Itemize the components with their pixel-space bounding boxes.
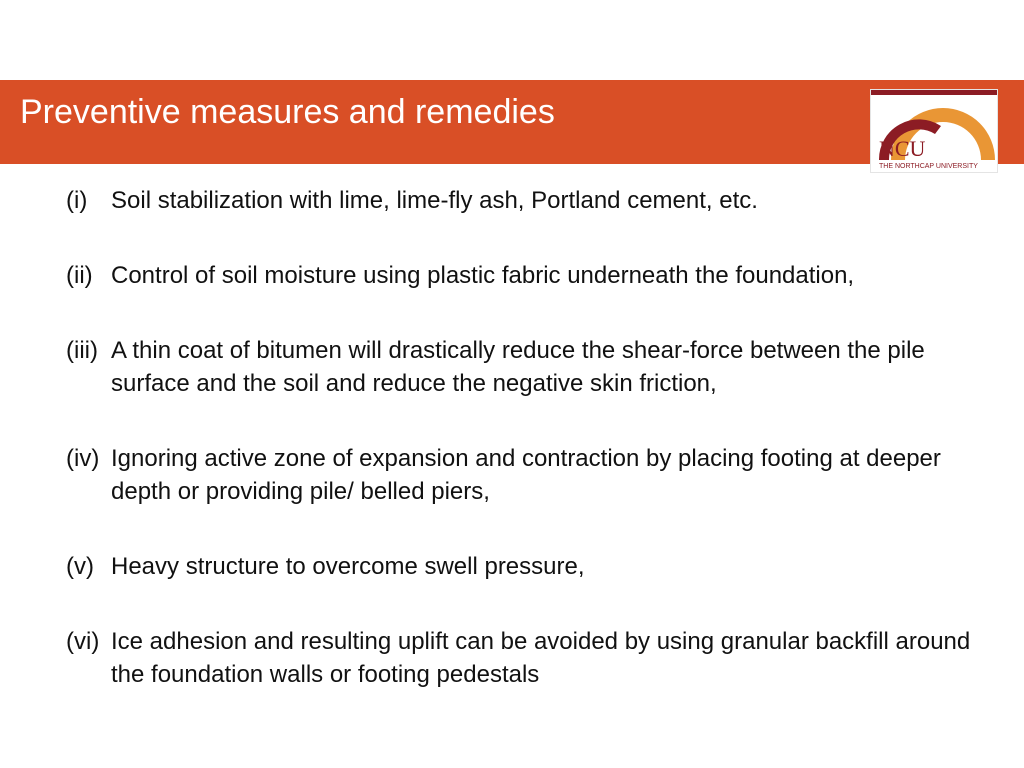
item-number: (i) [66, 187, 88, 214]
list-item [66, 334, 1006, 400]
item-text: Ignoring active zone of expansion and contraction by placing footing at deeper depth or providing pile/ belled piers, [111, 445, 941, 505]
logo-name: NCU [879, 136, 926, 161]
bullet-list [66, 184, 1006, 733]
list-item [66, 625, 1006, 691]
list-item [66, 550, 1006, 583]
item-text: Heavy structure to overcome swell pressure, [111, 553, 585, 580]
item-number: (iii) [66, 337, 98, 364]
item-text: Soil stabilization with lime, lime-fly ash, Portland cement, etc. [111, 187, 758, 214]
list-item [66, 184, 1006, 217]
logo-subtitle: THE NORTHCAP UNIVERSITY [879, 163, 978, 170]
item-text: Control of soil moisture using plastic fabric underneath the foundation, [111, 262, 855, 289]
list-item [66, 259, 1006, 292]
item-number: (vi) [66, 628, 100, 655]
item-number: (v) [66, 553, 94, 580]
ncu-logo-icon [871, 90, 997, 172]
slide-title: Preventive measures and remedies [20, 93, 555, 131]
item-number: (ii) [66, 262, 93, 289]
item-text: A thin coat of bitumen will drastically reduce the shear-force between the pile surface and the soil and reduce the negative skin friction, [111, 337, 925, 397]
list-item [66, 442, 1006, 508]
item-number: (iv) [66, 445, 100, 472]
university-logo [870, 89, 998, 173]
item-text: Ice adhesion and resulting uplift can be avoided by using granular backfill around the foundation walls or footing pedestals [111, 628, 971, 688]
